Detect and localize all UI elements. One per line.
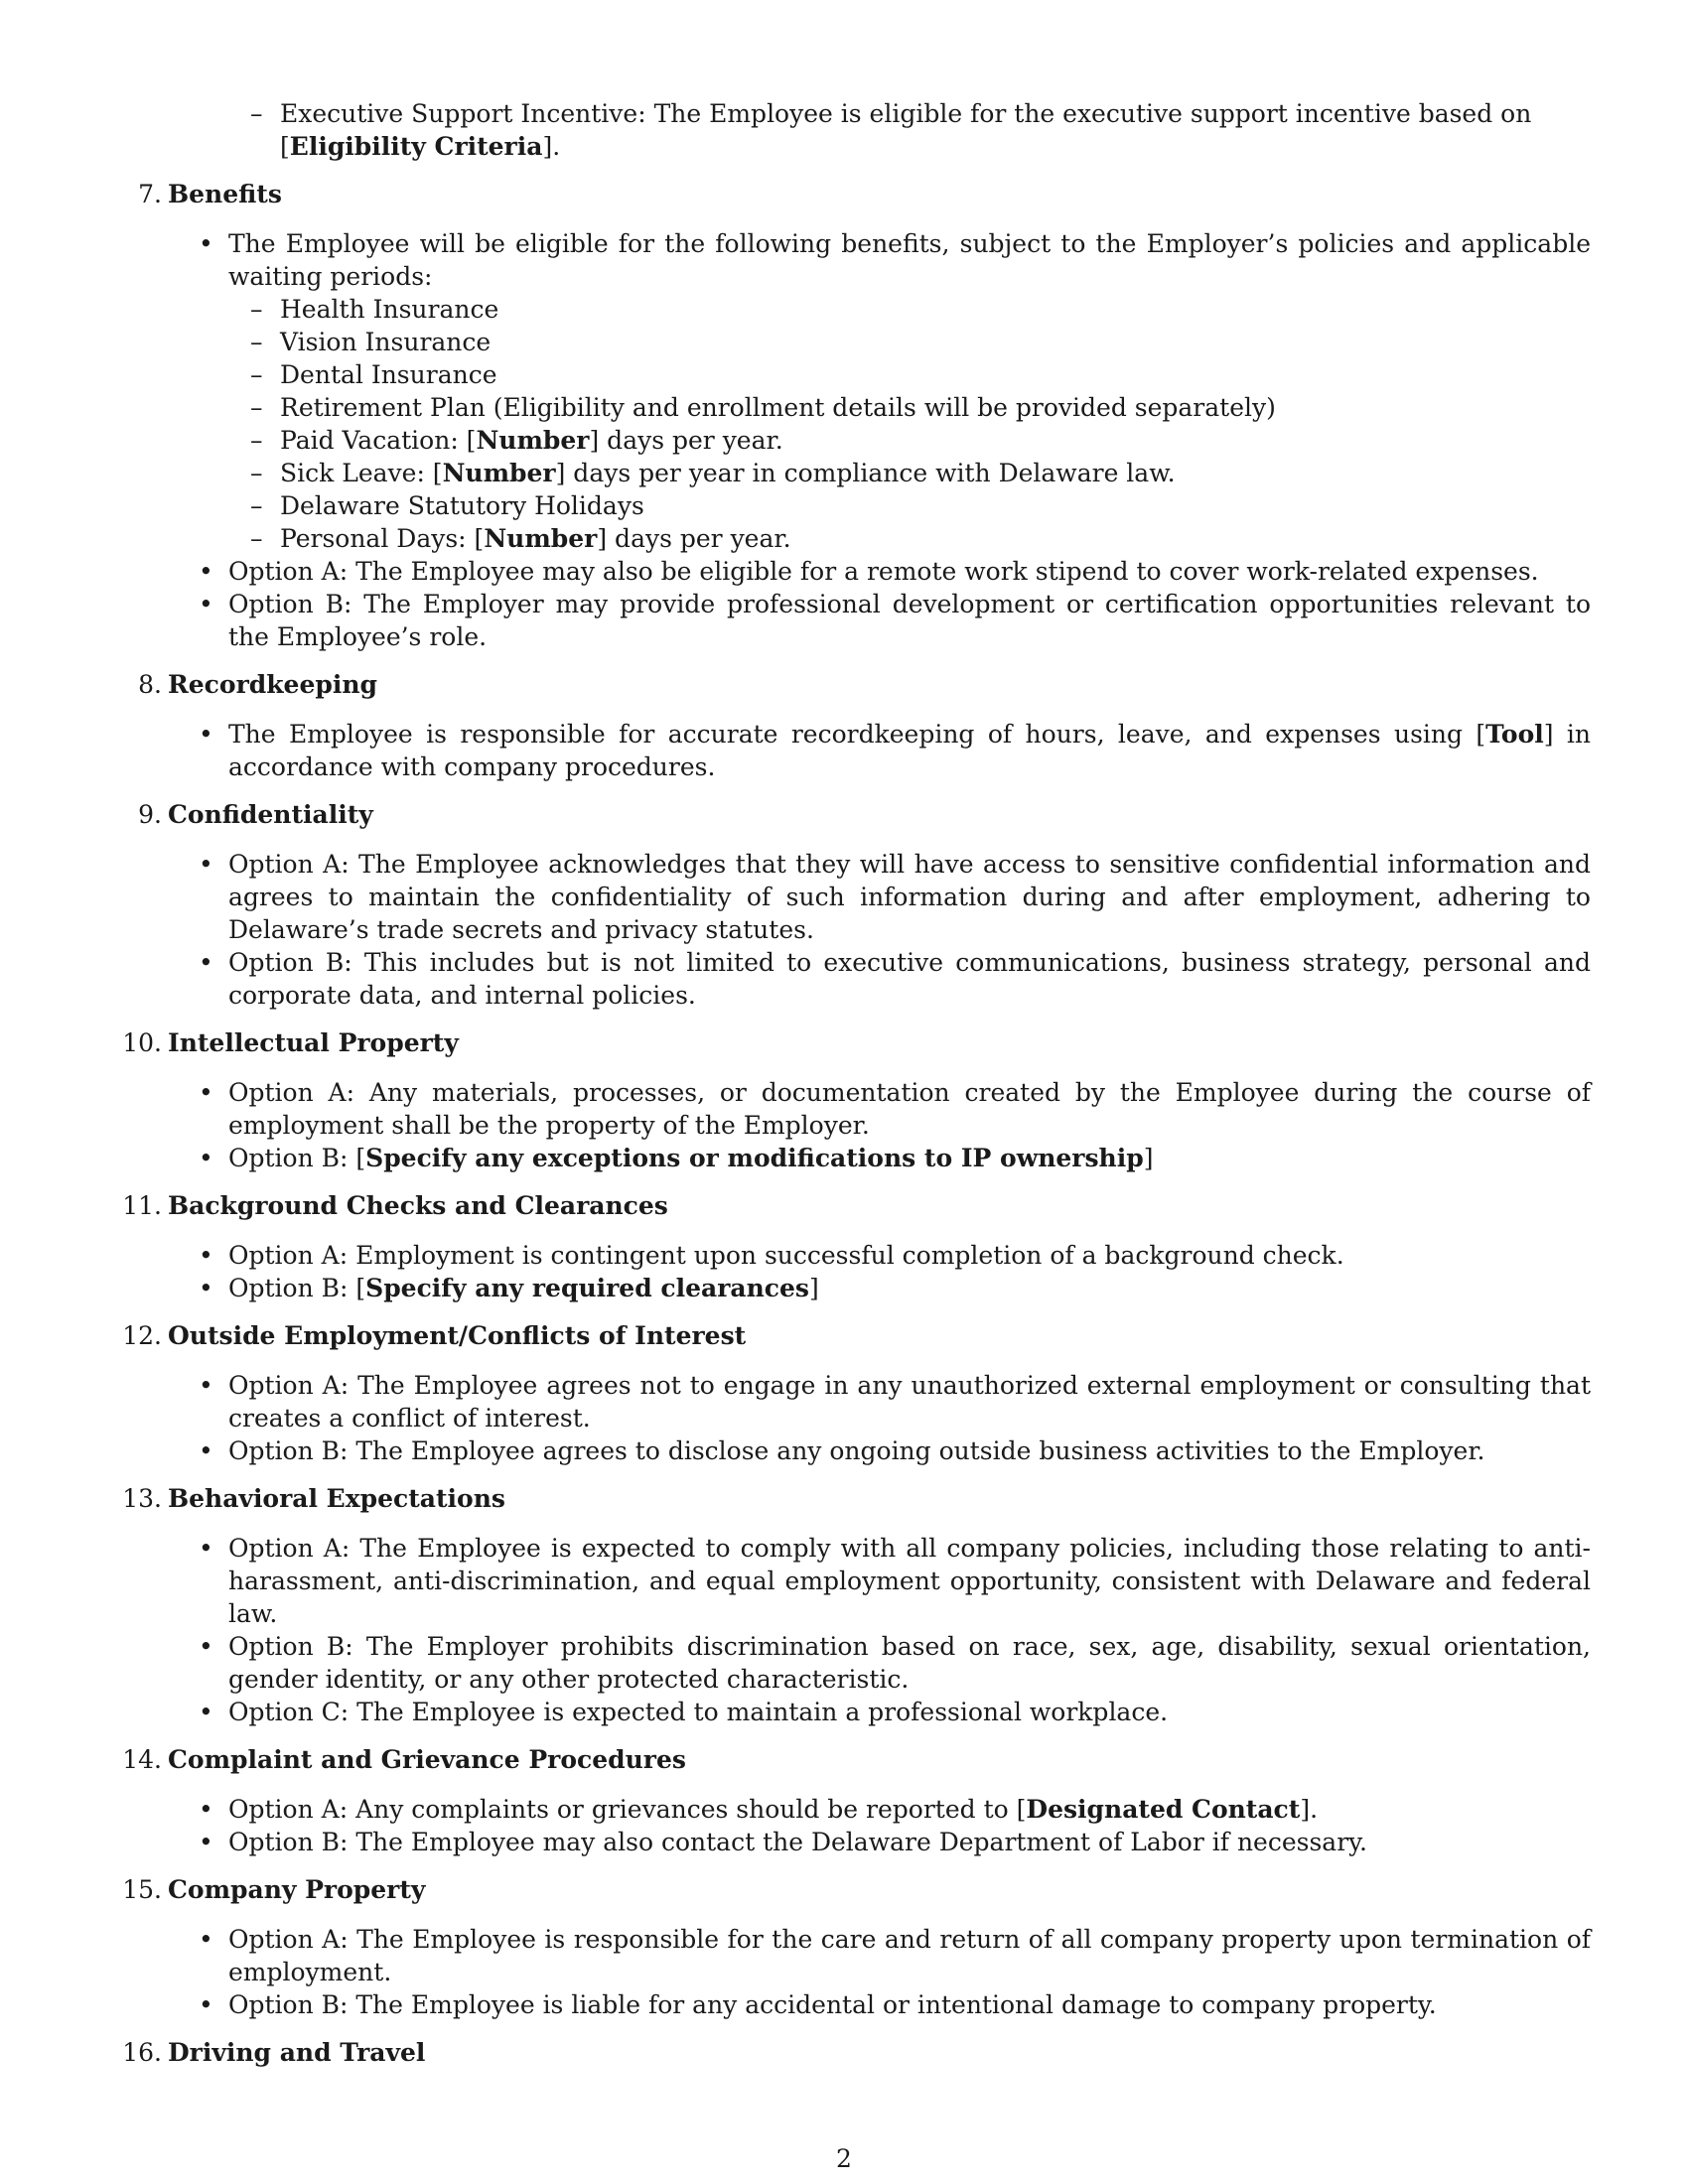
section (0, 1189, 1688, 1304)
section (0, 798, 1688, 1012)
section-title: Benefits (168, 180, 282, 208)
section-title: Outside Employment/Conflicts of Interest (168, 1321, 747, 1350)
bullet-marker: • (199, 1795, 213, 1824)
section (0, 1743, 1688, 1858)
list-item (0, 1434, 1591, 1467)
text: Option B: The Employee may also contact the Delaware Department of Labor if necessary. (228, 1828, 1367, 1856)
list-item (0, 1076, 1591, 1142)
bullet-marker: • (199, 1371, 213, 1400)
bullet-marker: • (199, 720, 213, 749)
bullet-marker: • (199, 1078, 213, 1107)
text: Option B: The Employer prohibits discrimination based on race, sex, age, disability, sexual orientation, gender identity, or any other protected characteristic. (228, 1632, 1591, 1694)
text: Delaware Statutory Holidays (280, 491, 644, 520)
section-title: Behavioral Expectations (168, 1484, 505, 1513)
text: Option A: Any materials, processes, or documentation created by the Employee during the course of employment shall be the property of the Employer. (228, 1078, 1591, 1140)
placeholder-bold: Number (484, 524, 598, 553)
section-number: 16. (122, 2038, 162, 2067)
text: Option A: The Employee is responsible for the care and return of all company property upon termination of employment. (228, 1925, 1591, 1986)
list-item (0, 1272, 1591, 1304)
sub-item (0, 522, 1591, 555)
text: Option A: Employment is contingent upon successful completion of a background check. (228, 1241, 1344, 1270)
text: Option A: The Employee is expected to comply with all company policies, including those relating to anti-harassment, anti-discrimination, and equal employment opportunity, consistent with Delaware and federal law. (228, 1534, 1591, 1628)
text: Vision Insurance (280, 328, 492, 356)
list-item (0, 1239, 1591, 1272)
section-title: Confidentiality (168, 800, 373, 829)
section-number: 15. (122, 1875, 162, 1904)
section-title: Background Checks and Clearances (168, 1191, 668, 1220)
section-number: 13. (122, 1484, 162, 1513)
section (0, 1482, 1688, 1728)
text: Option B: The Employee agrees to disclose any ongoing outside business activities to the Employer. (228, 1436, 1485, 1465)
page-number: 2 (836, 2144, 852, 2173)
bullet-list (0, 848, 1688, 1012)
bullet-marker: • (199, 850, 213, 879)
section-title: Recordkeeping (168, 670, 377, 699)
text-after: ] (1143, 1144, 1154, 1172)
placeholder-bold: Number (442, 459, 556, 487)
bullet-marker: • (199, 1698, 213, 1726)
bullet-list (0, 1923, 1688, 2021)
section-title: Complaint and Grievance Procedures (168, 1745, 686, 1774)
list-item (0, 1923, 1591, 1988)
dash-marker: – (250, 524, 263, 553)
dash-marker: – (250, 295, 263, 324)
text: Option B: [ (228, 1274, 366, 1302)
bullet-list (0, 227, 1688, 653)
placeholder-bold: Designated Contact (1026, 1795, 1301, 1824)
continuation-text: Executive Support Incentive: The Employee is eligible for the executive support incentive based on [ (280, 99, 1532, 161)
bullet-marker: • (199, 1436, 213, 1465)
list-item (0, 946, 1591, 1012)
dash-marker: – (250, 426, 263, 455)
section (0, 178, 1688, 653)
bullet-marker: • (199, 948, 213, 977)
text-after: ] days per year in compliance with Delaware law. (555, 459, 1176, 487)
list-item (0, 1630, 1591, 1696)
bullet-list (0, 1532, 1688, 1728)
sub-item (0, 358, 1591, 391)
text-after: ] days per year. (597, 524, 791, 553)
bullet-marker: • (199, 229, 213, 258)
bullet-marker: • (199, 1632, 213, 1661)
sub-item (0, 424, 1591, 457)
sub-item (0, 391, 1591, 424)
bullet-list (0, 1076, 1688, 1174)
bullet-marker: • (199, 1828, 213, 1856)
bullet-marker: • (199, 1990, 213, 2019)
text: Option A: The Employee acknowledges that they will have access to sensitive confidential information and agrees to maintain the confidentiality of such information during and after employment, adhering to Delaware’s trade secrets and privacy statutes. (228, 850, 1591, 944)
section-title: Intellectual Property (168, 1028, 459, 1057)
section (0, 1319, 1688, 1467)
placeholder-bold: Eligibility Criteria (289, 132, 543, 161)
section (0, 2036, 1688, 2069)
text-after: ] days per year. (589, 426, 783, 455)
section-title: Driving and Travel (168, 2038, 426, 2067)
bullet-list (0, 1369, 1688, 1467)
dash-marker: – (250, 328, 263, 356)
bullet-list (0, 1239, 1688, 1304)
sections-container (0, 178, 1688, 2069)
section-number: 11. (122, 1191, 162, 1220)
section-number: 9. (138, 800, 162, 829)
section-number: 10. (122, 1028, 162, 1057)
bullet-list (0, 718, 1688, 783)
bullet-marker: • (199, 557, 213, 586)
text-after: ]. (1300, 1795, 1319, 1824)
text: The Employee is responsible for accurate recordkeeping of hours, leave, and expenses using [ (228, 720, 1486, 749)
dash-marker: – (250, 360, 263, 389)
text: Option B: This includes but is not limited to executive communications, business strategy, personal and corporate data, and internal policies. (228, 948, 1591, 1010)
sub-item (0, 293, 1591, 326)
document-body (0, 97, 1688, 2069)
bullet-marker: • (199, 1925, 213, 1954)
list-item (0, 1369, 1591, 1434)
sub-item (0, 489, 1591, 522)
text: Option A: The Employee agrees not to engage in any unauthorized external employment or consulting that creates a conflict of interest. (228, 1371, 1591, 1433)
placeholder-bold: Tool (1485, 720, 1544, 749)
section-number: 8. (138, 670, 162, 699)
placeholder-bold: Specify any exceptions or modifications to IP ownership (365, 1144, 1144, 1172)
list-item (0, 1532, 1591, 1630)
text: Option C: The Employee is expected to maintain a professional workplace. (228, 1698, 1169, 1726)
text: Dental Insurance (280, 360, 497, 389)
dash-marker: – (250, 459, 263, 487)
section (0, 1873, 1688, 2021)
placeholder-bold: Number (476, 426, 590, 455)
list-item (0, 718, 1591, 783)
text: Option A: The Employee may also be eligible for a remote work stipend to cover work-related expenses. (228, 557, 1539, 586)
list-item (0, 1988, 1591, 2021)
list-item (0, 588, 1591, 653)
dash-marker: – (250, 393, 263, 422)
text: Option B: [ (228, 1144, 366, 1172)
intro-text: The Employee will be eligible for the following benefits, subject to the Employer’s policies and applicable waiting periods: (228, 229, 1591, 291)
text: Health Insurance (280, 295, 499, 324)
bullet-marker: • (199, 1241, 213, 1270)
section-number: 12. (122, 1321, 162, 1350)
text: Personal Days: [ (280, 524, 485, 553)
continuation-text-after: ]. (542, 132, 561, 161)
dash-marker: – (250, 491, 263, 520)
section (0, 668, 1688, 783)
text: Option A: Any complaints or grievances should be reported to [ (228, 1795, 1027, 1824)
section (0, 1026, 1688, 1174)
text: Retirement Plan (Eligibility and enrollment details will be provided separately) (280, 393, 1276, 422)
section-number: 14. (122, 1745, 162, 1774)
text-after: ] in accordance with company procedures. (228, 720, 1592, 781)
list-item (0, 1696, 1591, 1728)
dash-marker: – (250, 99, 263, 128)
list-item (0, 227, 1591, 293)
list-item (0, 1142, 1591, 1174)
text: Option B: The Employee is liable for any accidental or intentional damage to company property. (228, 1990, 1437, 2019)
list-item (0, 1826, 1591, 1858)
text-after: ] (808, 1274, 819, 1302)
section-number: 7. (138, 180, 162, 208)
bullet-marker: • (199, 1274, 213, 1302)
bullet-marker: • (199, 590, 213, 618)
list-item (0, 1793, 1591, 1826)
section-title: Company Property (168, 1875, 426, 1904)
bullet-list (0, 1793, 1688, 1858)
text: Paid Vacation: [ (280, 426, 477, 455)
placeholder-bold: Specify any required clearances (365, 1274, 809, 1302)
text: Option B: The Employer may provide professional development or certification opportunities relevant to the Employee’s role. (228, 590, 1591, 651)
bullet-marker: • (199, 1144, 213, 1172)
continuation-item (0, 97, 1591, 163)
bullet-marker: • (199, 1534, 213, 1563)
sub-item (0, 326, 1591, 358)
sub-item (0, 457, 1591, 489)
list-item (0, 848, 1591, 946)
list-item (0, 555, 1591, 588)
text: Sick Leave: [ (280, 459, 443, 487)
